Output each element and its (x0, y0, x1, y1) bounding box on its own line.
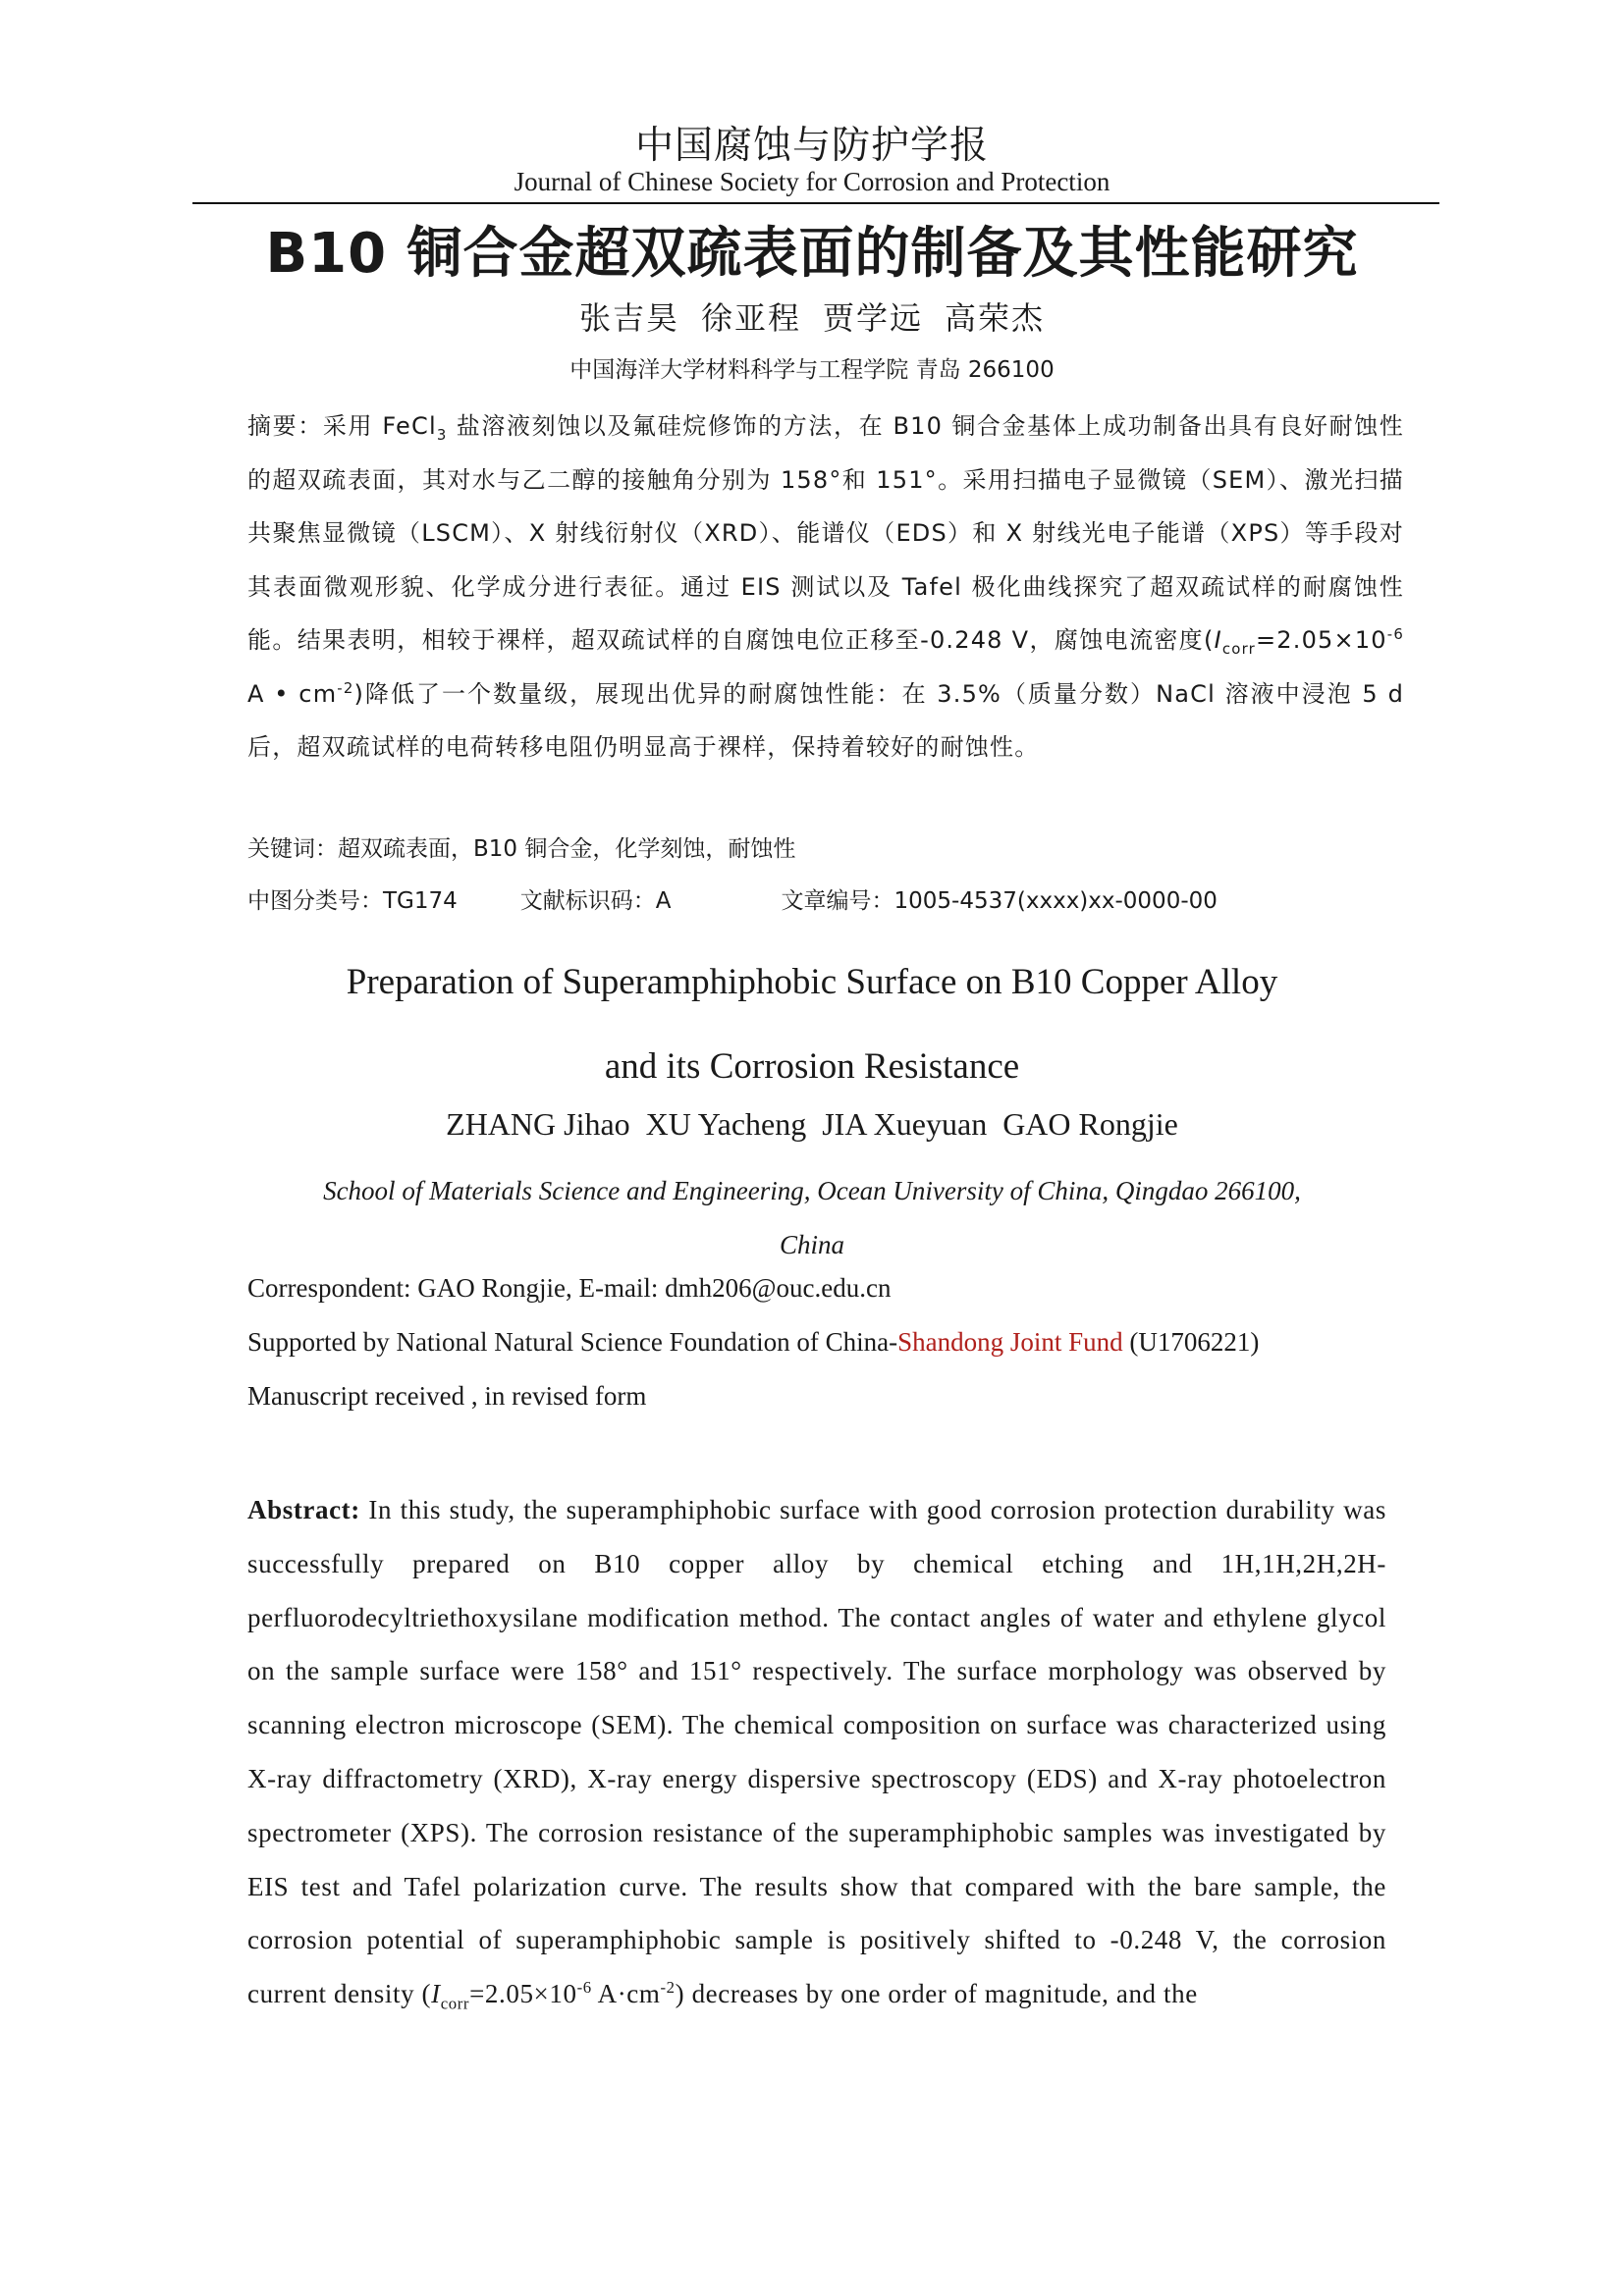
abstract-cn-exp: -2 (337, 678, 354, 697)
clc-number: 中图分类号：TG174 (247, 888, 458, 914)
affiliation-cn: 中国海洋大学材料科学与工程学院 青岛 266100 (569, 357, 1055, 383)
abstract-en-label: Abstract: (247, 1495, 360, 1524)
abstract-cn-exp: -6 (1386, 625, 1404, 643)
affiliation-en-line1: School of Materials Science and Engineering, Ocean University of China, Qingdao 266100, (323, 1176, 1301, 1205)
authors-en: ZHANG Jihao XU Yacheng JIA Xueyuan GAO Rongjie (446, 1106, 1178, 1142)
abstract-cn-text: 盐溶液刻蚀以及氟硅烷修饰的方法，在 B10 铜合金基体上成功制备出具有良好耐蚀性的超双疏表面，其对水与乙二醇的接触角分别为 158°和 151°。采用扫描电子显微镜（SEM）、激光扫描共聚焦显微镜（LSCM）、X 射线衍射仪（XRD）、能谱仪（EDS）和 X 射线光电子能谱（XPS）等手段对其表面微观形貌、化学成分进行表征。通过 EIS 测试以及 Tafel 极化曲线探究了超双疏试样的耐腐蚀性能。结果表明，相较于裸样，超双疏试样的自腐蚀电位正移至-0.248 V，腐蚀电流密度( (247, 412, 1404, 654)
abstract-en (247, 1483, 1386, 2021)
abstract-cn-text: )降低了一个数量级，展现出优异的耐腐蚀性能：在 3.5%（质量分数）NaCl 溶液中浸泡 5 d 后，超双疏试样的电荷转移电阻仍明显高于裸样，保持着较好的耐蚀性。 (247, 679, 1404, 761)
classification-line (247, 882, 1218, 915)
abstract-cn-icorr: I (1214, 626, 1222, 654)
abstract-en-text: In this study, the superamphiphobic surface with good corrosion protection durability was successfully prepared on B10 copper alloy by chemical etching and 1H,1H,2H,2H-perfluorodecyltriethoxysilane modification method. The contact angles of water and ethylene glycol on the sample surface were 158° and 151° respectively. The surface morphology was observed by scanning electron microscope (SEM). The chemical composition on surface was characterized using X-ray diffractometry (XRD), X-ray energy dispersive spectroscopy (EDS) and X-ray photoelectron spectrometer (XPS). The corrosion resistance of the superamphiphobic samples was investigated by EIS test and Tafel polarization curve. The results show that compared with the bare sample, the corrosion potential of superamphiphobic sample is positively shifted to -0.248 V, the corrosion current density ( (247, 1495, 1386, 2009)
abstract-en-exp: -6 (576, 1978, 592, 1998)
abstract-cn-text: =2.05×10 (1255, 626, 1387, 654)
abstract-en-text: =2.05×10 (469, 1979, 577, 2009)
affiliation-en (0, 1164, 1624, 1272)
keywords-cn-text: 超双疏表面，B10 铜合金，化学刻蚀，耐蚀性 (338, 836, 796, 862)
correspondent: Correspondent: GAO Rongjie, E-mail: dmh206@ouc.edu.cn (247, 1273, 892, 1303)
abstract-cn-text: A • cm (247, 679, 338, 708)
paper-title-en-line2: and its Corrosion Resistance (604, 1046, 1020, 1087)
manuscript-dates: Manuscript received , in revised form (247, 1381, 647, 1411)
funding-text: Supported by National Natural Science Foundation of China- (247, 1327, 898, 1357)
funding-highlight: Shandong Joint Fund (897, 1327, 1123, 1357)
paper-title-cn: B10 铜合金超双疏表面的制备及其性能研究 (265, 222, 1359, 286)
abstract-en-icorr-sub: corr (440, 1994, 470, 2013)
journal-title-cn: 中国腐蚀与防护学报 (634, 125, 989, 167)
journal-title-en: Journal of Chinese Society for Corrosion and Protection (514, 167, 1110, 196)
affiliation-en-line2: China (779, 1230, 844, 1259)
abstract-cn-sub: 3 (436, 425, 448, 444)
header-divider (192, 202, 1439, 204)
keywords-cn-label: 关键词： (247, 836, 338, 862)
funding-grant: (U1706221) (1122, 1327, 1260, 1357)
abstract-cn-icorr-sub: corr (1221, 639, 1256, 658)
abstract-en-icorr: I (431, 1979, 441, 2009)
paper-title-en-line1: Preparation of Superamphiphobic Surface on B10 Copper Alloy (346, 962, 1278, 1002)
abstract-en-text: A·cm (591, 1979, 661, 2009)
paper-title-en (0, 940, 1624, 1109)
abstract-cn-label: 摘要： (247, 412, 323, 440)
authors-cn: 张吉昊 徐亚程 贾学远 高荣杰 (578, 300, 1045, 336)
article-number: 文章编号：1005-4537(xxxx)xx-0000-00 (781, 888, 1218, 914)
document-code: 文献标识码：A (519, 888, 672, 914)
abstract-en-text: ) decreases by one order of magnitude, and the (675, 1979, 1198, 2009)
abstract-en-exp: -2 (660, 1978, 676, 1998)
funding (247, 1327, 1259, 1358)
abstract-cn (247, 400, 1404, 774)
abstract-cn-text: 采用 FeCl (322, 412, 437, 440)
keywords-cn (247, 830, 795, 863)
